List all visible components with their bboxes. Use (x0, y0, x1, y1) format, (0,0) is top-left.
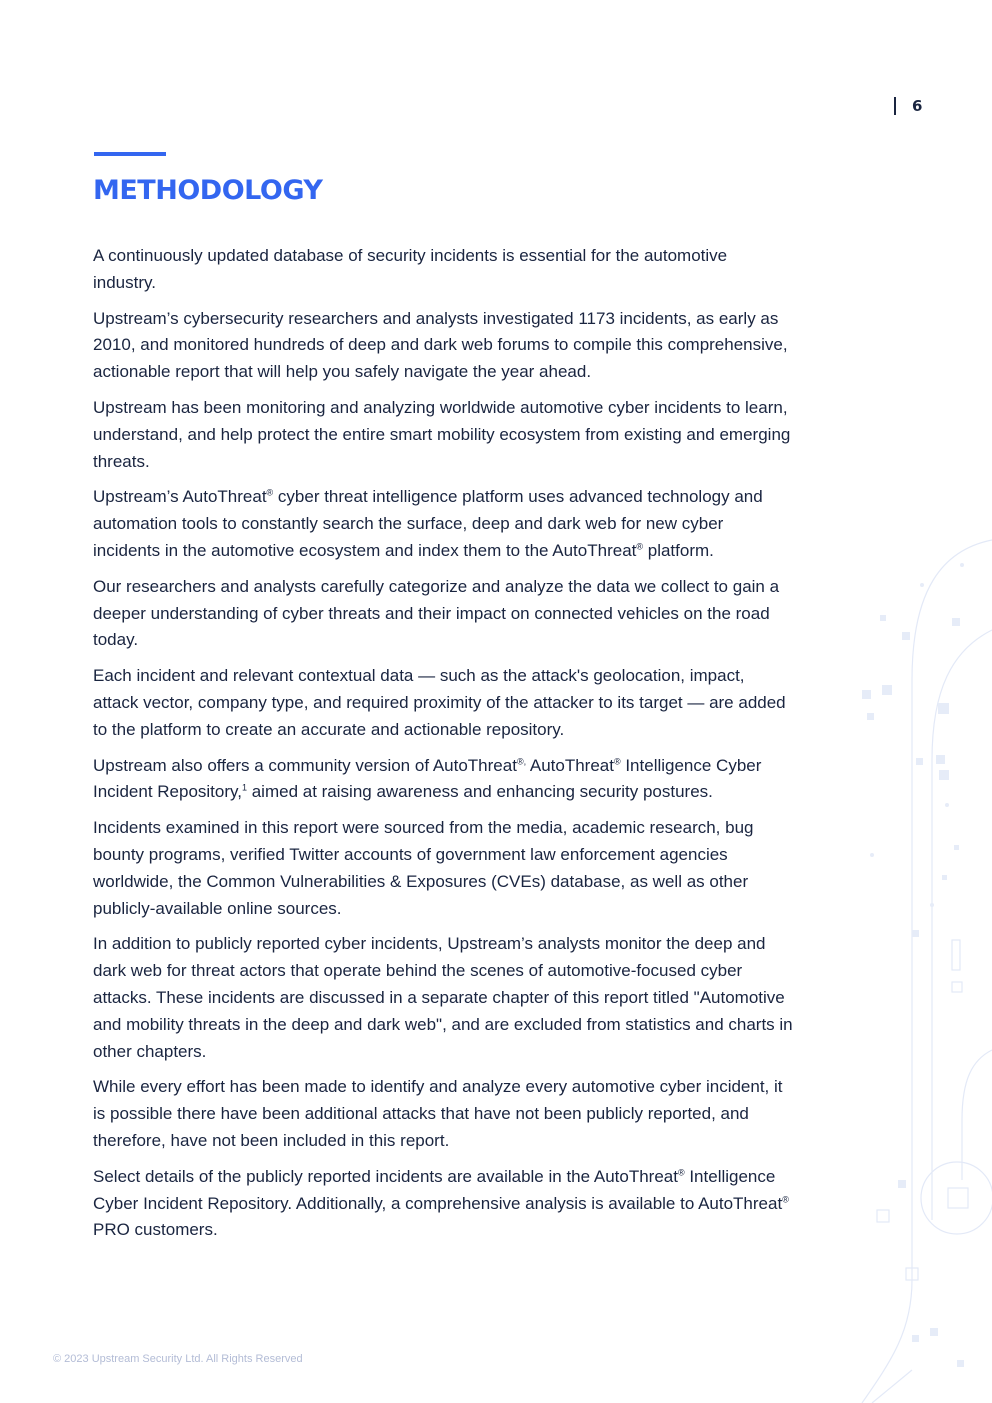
paragraph-disclaimer: While every effort has been made to identify and analyze every automotive cyber incident, it is possible there have been additional attacks that have not been publicly reported, and therefore, have not been included in this report. (93, 1077, 783, 1150)
registered-mark: ® (782, 1193, 789, 1204)
page-number: 6 (912, 97, 923, 115)
text-segment: Intelligence Cyber Incident Repository, (93, 755, 762, 802)
registered-mark: ® (636, 541, 644, 552)
text-segment: cyber threat intelligence platform uses advanced technology and automation tools to constantly search the surface, deep and dark web for new cyber incidents in the automotive ecosystem and index them to the AutoThreat (93, 487, 763, 560)
registered-mark: ®, (516, 755, 527, 766)
registered-mark: ® (613, 755, 621, 766)
paragraph-categorization: Our researchers and analysts carefully categorize and analyze the data we collect to gain a deeper understanding of cyber threats and their impact on connected vehicles on the road today. (93, 576, 780, 650)
paragraph-deep-dark-web: In addition to publicly reported cyber incidents, Upstream’s analysts monitor the deep and dark web for threat actors that operate behind the scenes of automotive-focused cyber attacks. These incidents are discussed in a separate chapter of this report titled "Automotive and mobility threats in the deep and dark web", and are excluded from statistics and charts in other chapters. (93, 934, 793, 1061)
text-segment: Select details of the publicly reported incidents are available in the AutoThreat (93, 1166, 678, 1186)
text-segment: Upstream also offers a community version of AutoThreat (93, 755, 517, 775)
page-number-divider (894, 97, 896, 115)
text-segment: Intelligence Cyber Incident Repository. Additionally, a comprehensive analysis is available to AutoThreat (93, 1166, 783, 1213)
title-accent-bar (94, 152, 166, 156)
paragraph-community-version (93, 753, 793, 807)
methodology-body (93, 243, 793, 1253)
paragraph-research-scope: Upstream’s cybersecurity researchers and analysts investigated 1173 incidents, as early as 2010, and monitored hundreds of deep and dark web forums to compile this comprehensive, actionable report that will help you safely navigate the year ahead. (93, 308, 788, 382)
text-segment: Upstream’s AutoThreat (93, 487, 267, 507)
paragraph-repository-availability (93, 1164, 793, 1244)
paragraph-sources: Incidents examined in this report were sourced from the media, academic research, bug bounty programs, verified Twitter accounts of government law enforcement agencies worldwide, the Common Vulnerabilities & Exposures (CVEs) database, as well as other publicly-available online sources. (93, 818, 754, 918)
paragraph-intro: A continuously updated database of security incidents is essential for the automotive industry. (93, 246, 728, 292)
text-segment: aimed at raising awareness and enhancing security postures. (247, 782, 713, 802)
paragraph-monitoring: Upstream has been monitoring and analyzing worldwide automotive cyber incidents to learn, understand, and help protect the entire smart mobility ecosystem from existing and emerging threats. (93, 397, 791, 471)
text-segment: platform. (643, 540, 714, 560)
paragraph-autothreat-platform (93, 484, 793, 564)
text-segment: AutoThreat (526, 755, 614, 775)
footnote-marker: 1 (241, 782, 247, 793)
footer-copyright: © 2023 Upstream Security Ltd. All Rights Reserved (53, 1353, 303, 1365)
text-segment: PRO customers. (93, 1220, 218, 1240)
circuit-decoration (812, 520, 992, 1403)
paragraph-contextual-data: Each incident and relevant contextual data — such as the attack's geolocation, impact, attack vector, company type, and required proximity of the attacker to its target — are added to the platform to create an accurate and actionable repository. (93, 666, 786, 739)
registered-mark: ® (266, 487, 274, 498)
registered-mark: ® (677, 1167, 685, 1178)
page-title: METHODOLOGY (93, 175, 323, 206)
page-number-marker (894, 96, 922, 116)
